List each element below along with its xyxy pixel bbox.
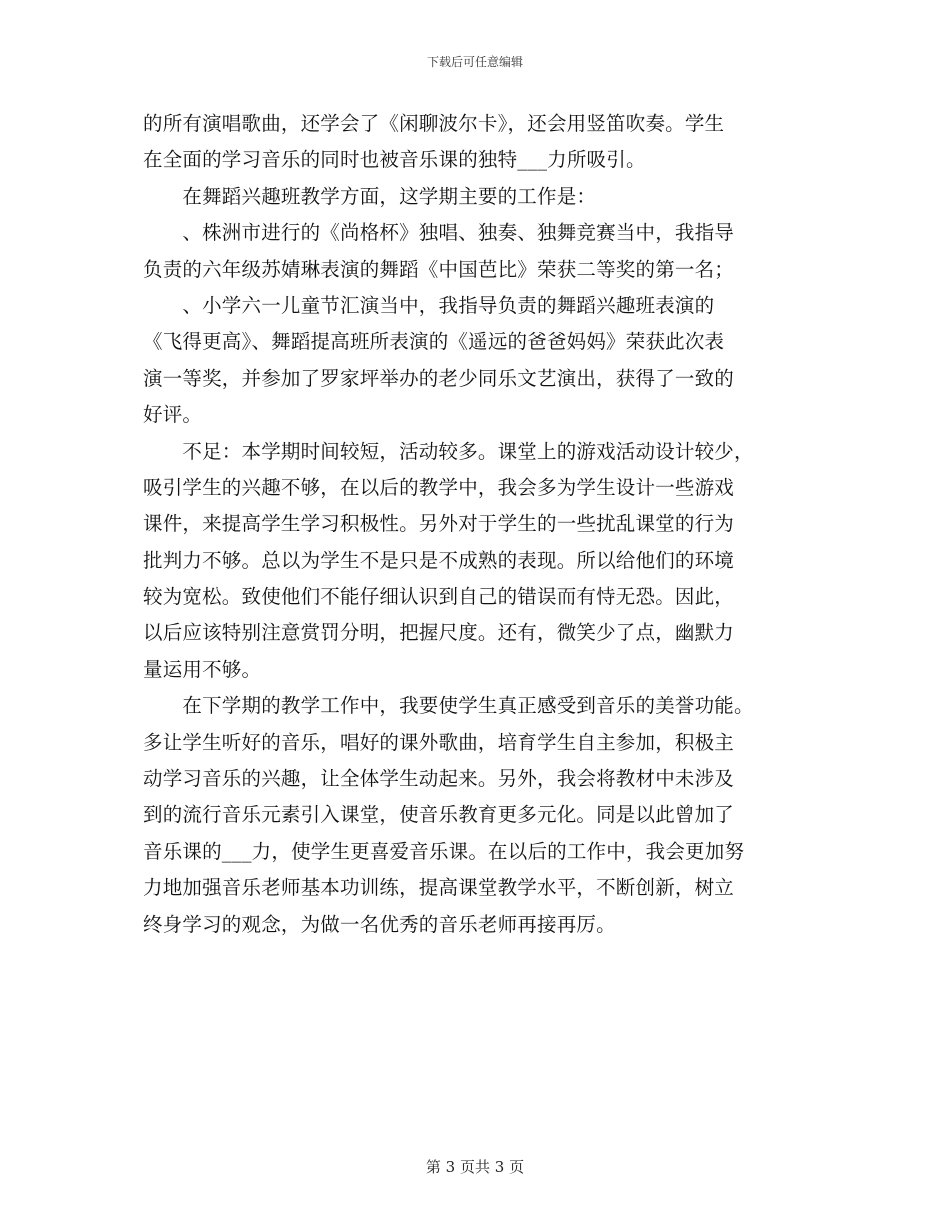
body-line: 动学习音乐的兴趣，让全体学生动起来。另外，我会将教材中未涉及 [143, 767, 735, 791]
body-line: 好评。 [143, 403, 203, 427]
body-line: 、小学六一儿童节汇演当中，我指导负责的舞蹈兴趣班表演的 [143, 293, 715, 317]
body-line: 到的流行音乐元素引入课堂，使音乐教育更多元化。同是以此曾加了 [143, 803, 735, 827]
body-line: 、株洲市进行的《尚格杯》独唱、独奏、独舞竞赛当中，我指导 [143, 221, 735, 245]
body-line: 在舞蹈兴趣班教学方面，这学期主要的工作是： [143, 184, 597, 208]
body-line: 较为宽松。致使他们不能仔细认识到自己的错误而有恃无恐。因此， [143, 585, 735, 609]
body-line: 力地加强音乐老师基本功训练，提高课堂教学水平，不断创新，树立 [143, 876, 735, 900]
body-line: 音乐课的___力，使学生更喜爱音乐课。在以后的工作中，我会更加努 [143, 839, 745, 863]
body-line: 课件，来提高学生学习积极性。另外对于学生的一些扰乱课堂的行为 [143, 512, 735, 536]
body-line: 批判力不够。总以为学生不是只是不成熟的表现。所以给他们的环境 [143, 548, 735, 572]
document-body [143, 106, 815, 943]
body-line: 吸引学生的兴趣不够，在以后的教学中，我会多为学生设计一些游戏 [143, 475, 735, 499]
body-line: 演一等奖，并参加了罗家坪举办的老少同乐文艺演出，获得了一致的 [143, 366, 735, 390]
body-line: 量运用不够。 [143, 657, 262, 681]
page-footer: 第 3 页共 3 页 [425, 1158, 525, 1176]
body-line: 的所有演唱歌曲，还学会了《闲聊波尔卡》，还会用竖笛吹奏。学生 [143, 112, 725, 135]
body-line: 在全面的学习音乐的同时也被音乐课的独特___力所吸引。 [143, 148, 646, 172]
page-header: 下载后可任意编辑 [426, 55, 523, 69]
body-line: 多让学生听好的音乐，唱好的课外歌曲，培育学生自主参加，积极主 [143, 730, 735, 754]
body-line: 《飞得更高》、舞蹈提高班所表演的《遥远的爸爸妈妈》荣获此次表 [143, 330, 725, 354]
body-line: 不足：本学期时间较短，活动较多。课堂上的游戏活动设计较少， [143, 439, 754, 463]
body-line: 在下学期的教学工作中，我要使学生真正感受到音乐的美誉功能。 [143, 694, 754, 718]
body-line: 终身学习的观念，为做一名优秀的音乐老师再接再厉。 [143, 912, 616, 936]
body-line: 负责的六年级苏婧琳表演的舞蹈《中国芭比》荣获二等奖的第一名； [143, 257, 735, 281]
body-line: 以后应该特别注意赏罚分明，把握尺度。还有，微笑少了点，幽默力 [143, 621, 735, 645]
